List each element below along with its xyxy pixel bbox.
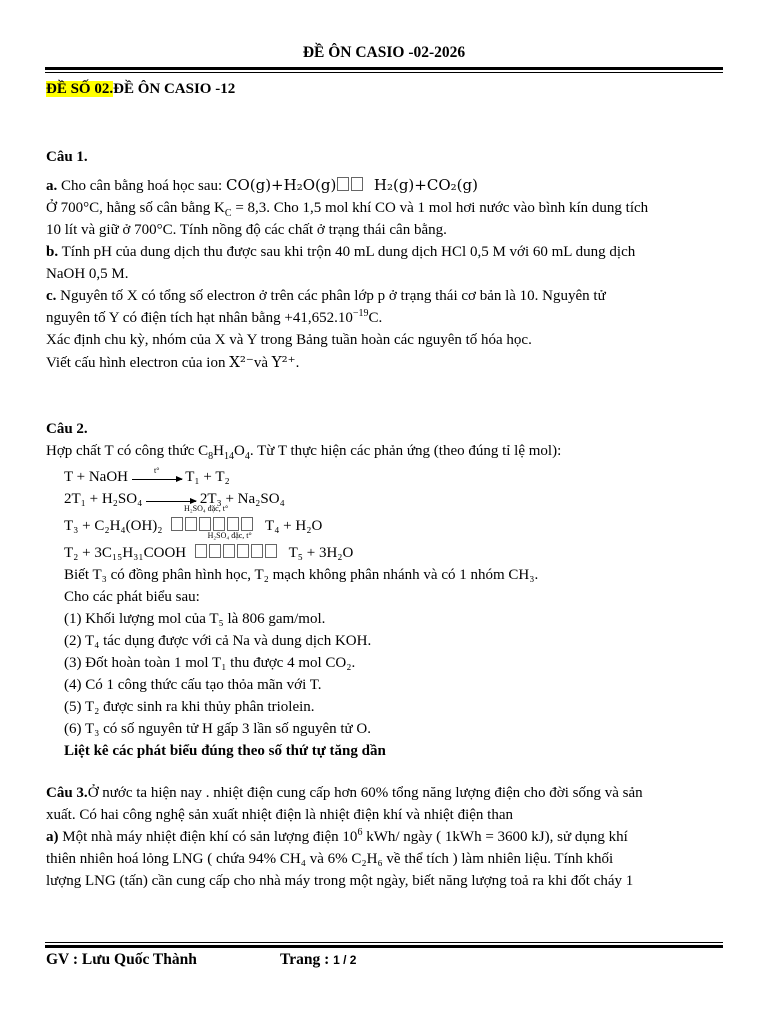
q1-heading: Câu 1. — [46, 149, 88, 165]
q1-c-line3: Xác định chu kỳ, nhóm của X và Y trong Bảng tuần hoàn các nguyên tố hóa học. — [46, 332, 532, 348]
q1-part-c: c. Nguyên tố X có tổng số electron ở trên các phân lớp p ở trạng thái cơ bản là 10. Nguyên tử — [46, 288, 606, 304]
equilibrium-arrow-icon: H₂SO₄ đặc, t° — [170, 513, 254, 537]
page-header-title: ĐỀ ÔN CASIO -02-2026 — [302, 44, 466, 61]
q3-a-line3: lượng LNG (tấn) cần cung cấp cho nhà máy trong một ngày, biết năng lượng toả ra khi đốt cháy 1 — [46, 873, 634, 889]
reaction-arrow-icon: t° — [132, 476, 182, 480]
header-rule-thin — [45, 72, 723, 73]
q3-part-a: a) Một nhà máy nhiệt điện khí có sản lượng điện $10^6$ kWh/ ngày ( 1kWh = 3600 kJ), sử dụng khí — [46, 827, 628, 845]
q3-a-line2: thiên nhiên hoá lỏng LNG ( chứa 94% CH₄ và 6% C₂H₆ về thể tích ) làm nhiên liệu. Tính khối — [46, 851, 614, 867]
q3-line1: Câu 3.Ở nước ta hiện nay . nhiệt điện cung cấp hơn 60% tổng năng lượng điện cho đời sống và sản — [46, 785, 643, 801]
document-body — [46, 146, 726, 892]
q2-instruction: Liệt kê các phát biểu đúng theo số thứ tự tăng dần — [64, 743, 386, 759]
q2-statement: (1) Khối lượng mol của T₅ là 806 gam/mol. — [64, 611, 326, 627]
exam-subtitle: ĐỀ ÔN CASIO -12 — [113, 81, 236, 97]
q3-line2: xuất. Có hai công nghệ sản xuất nhiệt điện là nhiệt điện khí và nhiệt điện than — [46, 807, 513, 823]
q1-charge-value: $+41,652.10^{-19}C$ — [284, 308, 379, 326]
q1-part-b: b. Tính pH của dung dịch thu được sau khi trộn 40 mL dung dịch HCl 0,5 M với 60 mL dung dịch — [46, 244, 636, 260]
q1-equation: CO(g)+H₂O(g) H₂(g)+CO₂(g) — [225, 176, 478, 194]
exam-title — [46, 81, 235, 98]
q2-note: Biết T₃ có đồng phân hình học, T₂ mạch không phân nhánh và có 1 nhóm CH₃. — [64, 567, 539, 583]
equilibrium-arrow-icon — [351, 177, 363, 191]
q2-statements-intro: Cho các phát biểu sau: — [64, 589, 200, 605]
equilibrium-arrow-icon: H₂SO₄ đặc, t° — [194, 540, 278, 564]
q1-a-label: a. — [46, 178, 58, 194]
q2-statement: (5) T₂ được sinh ra khi thủy phân triolein. — [64, 699, 315, 715]
header-rule-thick — [45, 67, 723, 70]
q1-a-line2: 10 lít và giữ ở 700°C. Tính nồng độ các chất ở trạng thái cân bằng. — [46, 222, 447, 238]
footer-rule-thick — [45, 945, 723, 948]
q2-reaction-3: T₃ + C₂H₄(OH)₂ H₂SO₄ đặc, t° T₄ + H₂O — [46, 513, 726, 537]
reaction-arrow-icon — [146, 498, 196, 502]
q1-c-line4: Viết cấu hình electron của ion X²⁻và Y²⁺. — [46, 353, 300, 371]
equilibrium-arrow-icon — [337, 177, 349, 191]
q1-part-a: a. Cho cân bằng hoá học sau: CO(g)+H₂O(g) H₂(g)+CO₂(g) — [46, 176, 478, 194]
q2-reaction-1: T + NaOH t° T₁ + T₂ — [64, 465, 230, 485]
footer-rule-thin — [45, 942, 723, 943]
q2-reaction-2: 2T₁ + H₂SO₄ 2T₃ + Na₂SO₄ — [64, 491, 285, 507]
q2-statement: (3) Đốt hoàn toàn 1 mol T₁ thu được 4 mol CO₂. — [64, 655, 356, 671]
q2-heading: Câu 2. — [46, 421, 88, 437]
q2-intro: Hợp chất T có công thức $C_8H_{14}O_4$. Từ T thực hiện các phản ứng (theo đúng tỉ lệ mol): — [46, 443, 562, 462]
q1-c-line2: nguyên tố Y có điện tích hạt nhân bằng $+41,652.10^{-19}C$. — [46, 308, 383, 326]
footer-page-number: Trang : 1 / 2 — [280, 951, 357, 968]
q2-statement: (4) Có 1 công thức cấu tạo thỏa mãn với T. — [64, 677, 322, 693]
q1-b-line2: NaOH 0,5 M. — [46, 266, 129, 282]
q1-a-line1: Ở 700°C, hằng số cân bằng $K_C = 8,3$. Cho 1,5 mol khí CO và 1 mol hơi nước vào bình kín dung tích — [46, 200, 649, 219]
q2-reaction-4: T₂ + 3C₁₅H₃₁COOH H₂SO₄ đặc, t° T₅ + 3H₂O — [46, 540, 726, 564]
q2-statement: (6) T₃ có số nguyên tử H gấp 3 lần số nguyên tử O. — [64, 721, 372, 737]
exam-number-highlight: ĐỀ SỐ 02. — [46, 81, 114, 97]
q2-statement: (2) T₄ tác dụng được với cả Na và dung dịch KOH. — [64, 633, 372, 649]
footer-teacher: GV : Lưu Quốc Thành — [46, 951, 197, 968]
q3-heading: Câu 3. — [46, 785, 88, 801]
